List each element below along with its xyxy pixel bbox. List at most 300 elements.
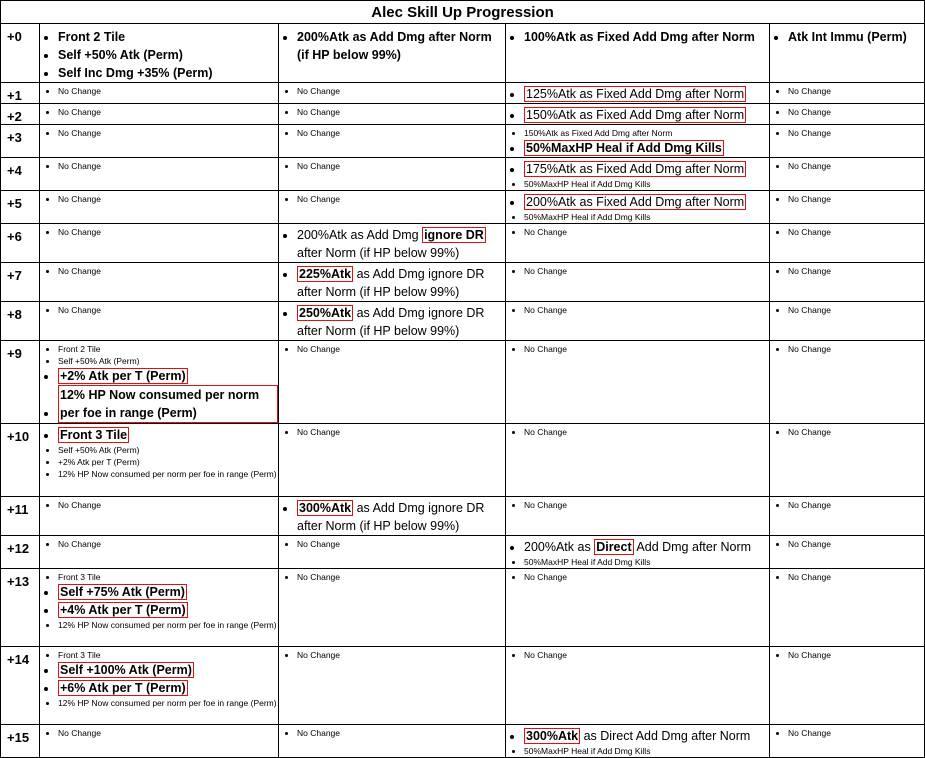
- effect-text: 100%Atk as Fixed Add Dmg after Norm: [524, 30, 755, 44]
- effect-text: 200%Atk as Add Dmg: [297, 228, 423, 242]
- table-row: [1, 647, 925, 725]
- effect-list: [506, 424, 769, 438]
- skill-1-cell: [40, 302, 279, 341]
- skill-4-cell: [770, 497, 925, 536]
- effect-item: [297, 343, 505, 355]
- effect-item: [58, 304, 278, 316]
- skill-4-cell: [770, 536, 925, 569]
- skill-3-cell: [506, 104, 770, 125]
- skill-4-cell: [770, 125, 925, 158]
- effect-list: [506, 569, 769, 583]
- effect-list: [40, 263, 278, 277]
- highlighted-change: 50%MaxHP Heal if Add Dmg Kills: [526, 141, 722, 155]
- effect-list: [506, 158, 769, 190]
- effect-text: 50%MaxHP Heal if Add Dmg Kills: [524, 212, 651, 222]
- skill-1-cell: [40, 497, 279, 536]
- skill-3-cell: [506, 536, 770, 569]
- effect-text: Atk Int Immu (Perm): [788, 30, 907, 44]
- effect-list: [506, 191, 769, 223]
- skill-1-cell: [40, 158, 279, 191]
- effect-item: [58, 661, 278, 679]
- skill-3-cell: [506, 302, 770, 341]
- effect-item: [58, 385, 278, 423]
- effect-item: [788, 304, 924, 316]
- effect-item: [524, 499, 769, 511]
- effect-item: [297, 85, 505, 97]
- effect-item: [297, 499, 505, 535]
- skill-2-cell: [279, 647, 506, 725]
- skill-1-cell: [40, 569, 279, 647]
- effect-text: No Change: [297, 728, 341, 738]
- skill-4-cell: [770, 224, 925, 263]
- highlighted-change: 125%Atk as Fixed Add Dmg after Norm: [526, 87, 745, 101]
- effect-text: No Change: [524, 227, 568, 237]
- effect-text: 150%Atk as Fixed Add Dmg after Norm: [524, 128, 673, 138]
- skill-3-cell: [506, 569, 770, 647]
- effect-text: 50%MaxHP Heal if Add Dmg Kills: [524, 746, 651, 756]
- skill-level: +12: [1, 536, 40, 569]
- effect-item: [297, 160, 505, 172]
- effect-list: [506, 125, 769, 157]
- effect-text: Front 3 Tile: [58, 572, 101, 582]
- effect-text: as Add Dmg ignore DR after Norm (if HP below 99%): [297, 501, 485, 533]
- effect-item: [524, 538, 769, 556]
- skill-level: +0: [1, 24, 40, 83]
- effect-item: [524, 571, 769, 583]
- effect-list: [279, 647, 505, 661]
- table-row: [1, 125, 925, 158]
- effect-list: [279, 536, 505, 550]
- highlighted-change: 300%Atk: [526, 729, 579, 743]
- effect-item: [524, 265, 769, 277]
- highlighted-change: 12% HP Now consumed per norm per foe in range (Perm): [58, 385, 278, 423]
- highlighted-change: 300%Atk: [299, 501, 352, 515]
- effect-item: [58, 679, 278, 697]
- effect-item: [788, 160, 924, 172]
- effect-item: [58, 367, 278, 385]
- effect-text: No Change: [788, 86, 832, 96]
- effect-list: [506, 302, 769, 316]
- effect-list: [770, 647, 924, 661]
- effect-text: No Change: [524, 650, 568, 660]
- effect-item: [58, 106, 278, 118]
- skill-2-cell: [279, 158, 506, 191]
- skill-4-cell: [770, 302, 925, 341]
- effect-item: [524, 28, 769, 46]
- effect-text: No Change: [788, 500, 832, 510]
- effect-item: [58, 468, 278, 480]
- effect-text: No Change: [58, 728, 102, 738]
- effect-text: Front 2 Tile: [58, 344, 101, 354]
- effect-item: [58, 343, 278, 355]
- skill-level: +10: [1, 424, 40, 497]
- effect-text: No Change: [297, 86, 341, 96]
- skill-2-cell: [279, 569, 506, 647]
- effect-item: [297, 226, 505, 262]
- effect-list: [770, 302, 924, 316]
- effect-item: [58, 649, 278, 661]
- skill-level: +14: [1, 647, 40, 725]
- effect-text: after Norm (if HP below 99%): [297, 246, 460, 260]
- effect-text: 50%MaxHP Heal if Add Dmg Kills: [524, 179, 651, 189]
- skill-2-cell: [279, 302, 506, 341]
- skill-3-cell: [506, 158, 770, 191]
- effect-item: [524, 426, 769, 438]
- effect-item: [788, 343, 924, 355]
- effect-text: No Change: [58, 266, 102, 276]
- effect-list: [279, 158, 505, 172]
- skill-1-cell: [40, 125, 279, 158]
- effect-item: [58, 28, 278, 46]
- effect-item: [297, 193, 505, 205]
- table-row: [1, 569, 925, 647]
- effect-item: [524, 226, 769, 238]
- effect-text: Add Dmg after Norm: [633, 540, 752, 554]
- effect-text: 200%Atk as: [524, 540, 595, 554]
- effect-text: No Change: [524, 572, 568, 582]
- table-row: [1, 341, 925, 424]
- skill-4-cell: [770, 341, 925, 424]
- effect-text: 12% HP Now consumed per norm per foe in range (Perm): [58, 698, 277, 708]
- effect-text: Front 3 Tile: [58, 650, 101, 660]
- effect-text: No Change: [297, 539, 341, 549]
- highlighted-change: +4% Atk per T (Perm): [60, 603, 186, 617]
- effect-item: [58, 160, 278, 172]
- highlighted-change: 250%Atk: [299, 306, 352, 320]
- skill-2-cell: [279, 497, 506, 536]
- effect-list: [279, 24, 505, 64]
- effect-item: [524, 139, 769, 157]
- effect-item: [524, 304, 769, 316]
- effect-item: [524, 160, 769, 178]
- highlighted-change: 200%Atk as Fixed Add Dmg after Norm: [526, 195, 745, 209]
- effect-item: [58, 355, 278, 367]
- skill-3-cell: [506, 497, 770, 536]
- skill-1-cell: [40, 424, 279, 497]
- skill-2-cell: [279, 224, 506, 263]
- effect-item: [58, 697, 278, 709]
- effect-list: [40, 647, 278, 709]
- skill-4-cell: [770, 424, 925, 497]
- table-title: Alec Skill Up Progression: [1, 1, 925, 24]
- effect-text: No Change: [297, 194, 341, 204]
- effect-item: [524, 727, 769, 745]
- effect-text: as Add Dmg ignore DR after Norm (if HP below 99%): [297, 306, 485, 338]
- skill-1-cell: [40, 647, 279, 725]
- effect-list: [506, 83, 769, 103]
- effect-list: [770, 263, 924, 277]
- table-body: [1, 24, 925, 758]
- skill-3-cell: [506, 424, 770, 497]
- skill-level: +11: [1, 497, 40, 536]
- effect-item: [58, 571, 278, 583]
- effect-item: [58, 85, 278, 97]
- effect-item: [524, 211, 769, 223]
- effect-text: Self +50% Atk (Perm): [58, 356, 140, 366]
- effect-list: [506, 104, 769, 124]
- effect-item: [58, 583, 278, 601]
- effect-text: No Change: [58, 500, 102, 510]
- skill-1-cell: [40, 341, 279, 424]
- effect-text: No Change: [297, 427, 341, 437]
- effect-list: [279, 191, 505, 205]
- effect-text: No Change: [788, 650, 832, 660]
- effect-list: [40, 497, 278, 511]
- effect-list: [770, 191, 924, 205]
- table-row: [1, 24, 925, 83]
- highlighted-change: +2% Atk per T (Perm): [60, 369, 186, 383]
- effect-list: [770, 341, 924, 355]
- effect-list: [506, 725, 769, 757]
- skill-3-cell: [506, 83, 770, 104]
- effect-list: [770, 125, 924, 139]
- effect-text: as Add Dmg ignore DR after Norm (if HP below 99%): [297, 267, 485, 299]
- effect-item: [58, 127, 278, 139]
- skill-level: +9: [1, 341, 40, 424]
- effect-text: No Change: [524, 344, 568, 354]
- skill-level: +3: [1, 125, 40, 158]
- skill-2-cell: [279, 536, 506, 569]
- skill-2-cell: [279, 341, 506, 424]
- skill-1-cell: [40, 191, 279, 224]
- effect-item: [788, 193, 924, 205]
- effect-item: [524, 556, 769, 568]
- effect-list: [279, 341, 505, 355]
- effect-list: [40, 341, 278, 423]
- skill-4-cell: [770, 647, 925, 725]
- effect-item: [58, 426, 278, 444]
- effect-item: [297, 106, 505, 118]
- effect-list: [279, 125, 505, 139]
- effect-text: No Change: [58, 227, 102, 237]
- effect-list: [770, 725, 924, 739]
- effect-item: [58, 499, 278, 511]
- effect-text: No Change: [58, 539, 102, 549]
- effect-item: [297, 28, 505, 64]
- skill-1-cell: [40, 24, 279, 83]
- skill-3-cell: [506, 341, 770, 424]
- skill-3-cell: [506, 725, 770, 758]
- effect-text: No Change: [788, 572, 832, 582]
- effect-item: [524, 106, 769, 124]
- effect-item: [788, 727, 924, 739]
- table-row: [1, 83, 925, 104]
- skill-4-cell: [770, 104, 925, 125]
- effect-item: [297, 538, 505, 550]
- effect-text: No Change: [524, 500, 568, 510]
- highlighted-change: 175%Atk as Fixed Add Dmg after Norm: [526, 162, 745, 176]
- table-row: [1, 536, 925, 569]
- effect-text: 12% HP Now consumed per norm per foe in range (Perm): [58, 469, 277, 479]
- skill-4-cell: [770, 263, 925, 302]
- effect-text: No Change: [788, 266, 832, 276]
- skill-3-cell: [506, 263, 770, 302]
- skill-level: +5: [1, 191, 40, 224]
- effect-list: [40, 725, 278, 739]
- effect-text: No Change: [788, 427, 832, 437]
- table-row: [1, 725, 925, 758]
- skill-1-cell: [40, 536, 279, 569]
- skill-4-cell: [770, 83, 925, 104]
- effect-list: [40, 191, 278, 205]
- skill-3-cell: [506, 224, 770, 263]
- effect-text: Self +50% Atk (Perm): [58, 48, 183, 62]
- skill-4-cell: [770, 158, 925, 191]
- effect-item: [788, 85, 924, 97]
- effect-item: [524, 343, 769, 355]
- effect-list: [279, 497, 505, 535]
- skill-level: +4: [1, 158, 40, 191]
- effect-item: [58, 444, 278, 456]
- effect-text: No Change: [58, 305, 102, 315]
- highlighted-change: 150%Atk as Fixed Add Dmg after Norm: [526, 108, 745, 122]
- effect-list: [770, 424, 924, 438]
- effect-item: [58, 226, 278, 238]
- effect-text: No Change: [524, 427, 568, 437]
- skill-level: +13: [1, 569, 40, 647]
- effect-text: No Change: [297, 572, 341, 582]
- skill-2-cell: [279, 424, 506, 497]
- effect-list: [506, 224, 769, 238]
- table-row: [1, 158, 925, 191]
- effect-item: [297, 304, 505, 340]
- effect-text: 200%Atk as Add Dmg after Norm (if HP below 99%): [297, 30, 492, 62]
- effect-item: [788, 265, 924, 277]
- skill-4-cell: [770, 725, 925, 758]
- effect-list: [279, 104, 505, 118]
- highlighted-change: Direct: [596, 540, 632, 554]
- highlighted-change: ignore DR: [424, 228, 484, 242]
- effect-item: [524, 745, 769, 757]
- effect-list: [279, 263, 505, 301]
- effect-item: [297, 426, 505, 438]
- effect-item: [788, 499, 924, 511]
- table-row: [1, 424, 925, 497]
- effect-item: [788, 649, 924, 661]
- effect-text: No Change: [297, 128, 341, 138]
- skill-1-cell: [40, 725, 279, 758]
- effect-list: [279, 569, 505, 583]
- effect-item: [58, 727, 278, 739]
- skill-4-cell: [770, 191, 925, 224]
- effect-list: [506, 497, 769, 511]
- effect-text: Self Inc Dmg +35% (Perm): [58, 66, 213, 80]
- effect-list: [770, 569, 924, 583]
- skill-3-cell: [506, 24, 770, 83]
- effect-item: [58, 619, 278, 631]
- effect-list: [770, 104, 924, 118]
- effect-item: [788, 28, 924, 46]
- effect-item: [788, 127, 924, 139]
- skill-level: +1: [1, 83, 40, 104]
- effect-text: No Change: [58, 107, 102, 117]
- effect-item: [788, 538, 924, 550]
- effect-text: No Change: [788, 107, 832, 117]
- skill-level: +8: [1, 302, 40, 341]
- effect-text: No Change: [788, 539, 832, 549]
- effect-item: [788, 571, 924, 583]
- effect-list: [279, 224, 505, 262]
- effect-item: [58, 538, 278, 550]
- skill-1-cell: [40, 263, 279, 302]
- effect-list: [40, 536, 278, 550]
- effect-text: No Change: [788, 128, 832, 138]
- effect-list: [40, 224, 278, 238]
- effect-text: No Change: [58, 161, 102, 171]
- effect-list: [40, 83, 278, 97]
- effect-item: [58, 193, 278, 205]
- skill-4-cell: [770, 24, 925, 83]
- table-row: [1, 191, 925, 224]
- highlighted-change: Front 3 Tile: [60, 428, 128, 442]
- effect-list: [40, 302, 278, 316]
- effect-text: No Change: [788, 728, 832, 738]
- effect-list: [40, 569, 278, 631]
- effect-text: No Change: [788, 344, 832, 354]
- effect-item: [297, 571, 505, 583]
- effect-text: Self +50% Atk (Perm): [58, 445, 140, 455]
- effect-list: [770, 83, 924, 97]
- table-row: [1, 104, 925, 125]
- effect-text: No Change: [58, 128, 102, 138]
- table-row: [1, 497, 925, 536]
- effect-list: [770, 224, 924, 238]
- effect-list: [506, 647, 769, 661]
- skill-3-cell: [506, 191, 770, 224]
- effect-text: No Change: [297, 344, 341, 354]
- table-row: [1, 302, 925, 341]
- effect-list: [279, 83, 505, 97]
- skill-1-cell: [40, 224, 279, 263]
- effect-item: [524, 85, 769, 103]
- table-row: [1, 263, 925, 302]
- highlighted-change: Self +75% Atk (Perm): [60, 585, 185, 599]
- effect-text: No Change: [524, 305, 568, 315]
- table-row: [1, 224, 925, 263]
- skill-2-cell: [279, 725, 506, 758]
- skill-2-cell: [279, 125, 506, 158]
- effect-text: as Direct Add Dmg after Norm: [580, 729, 751, 743]
- effect-list: [40, 24, 278, 82]
- highlighted-change: 225%Atk: [299, 267, 352, 281]
- effect-item: [524, 127, 769, 139]
- effect-item: [297, 649, 505, 661]
- effect-item: [788, 106, 924, 118]
- skill-3-cell: [506, 647, 770, 725]
- effect-item: [58, 601, 278, 619]
- effect-item: [297, 265, 505, 301]
- effect-text: 50%MaxHP Heal if Add Dmg Kills: [524, 557, 651, 567]
- effect-item: [58, 64, 278, 82]
- highlighted-change: Self +100% Atk (Perm): [60, 663, 192, 677]
- effect-list: [279, 424, 505, 438]
- effect-text: Front 2 Tile: [58, 30, 126, 44]
- effect-text: No Change: [58, 194, 102, 204]
- effect-list: [40, 158, 278, 172]
- effect-text: No Change: [524, 266, 568, 276]
- effect-list: [506, 536, 769, 568]
- effect-list: [40, 104, 278, 118]
- effect-list: [279, 302, 505, 340]
- skill-level: +6: [1, 224, 40, 263]
- effect-list: [770, 536, 924, 550]
- effect-text: No Change: [297, 650, 341, 660]
- effect-list: [40, 424, 278, 480]
- effect-list: [770, 24, 924, 46]
- skill-2-cell: [279, 263, 506, 302]
- effect-item: [58, 265, 278, 277]
- skill-2-cell: [279, 104, 506, 125]
